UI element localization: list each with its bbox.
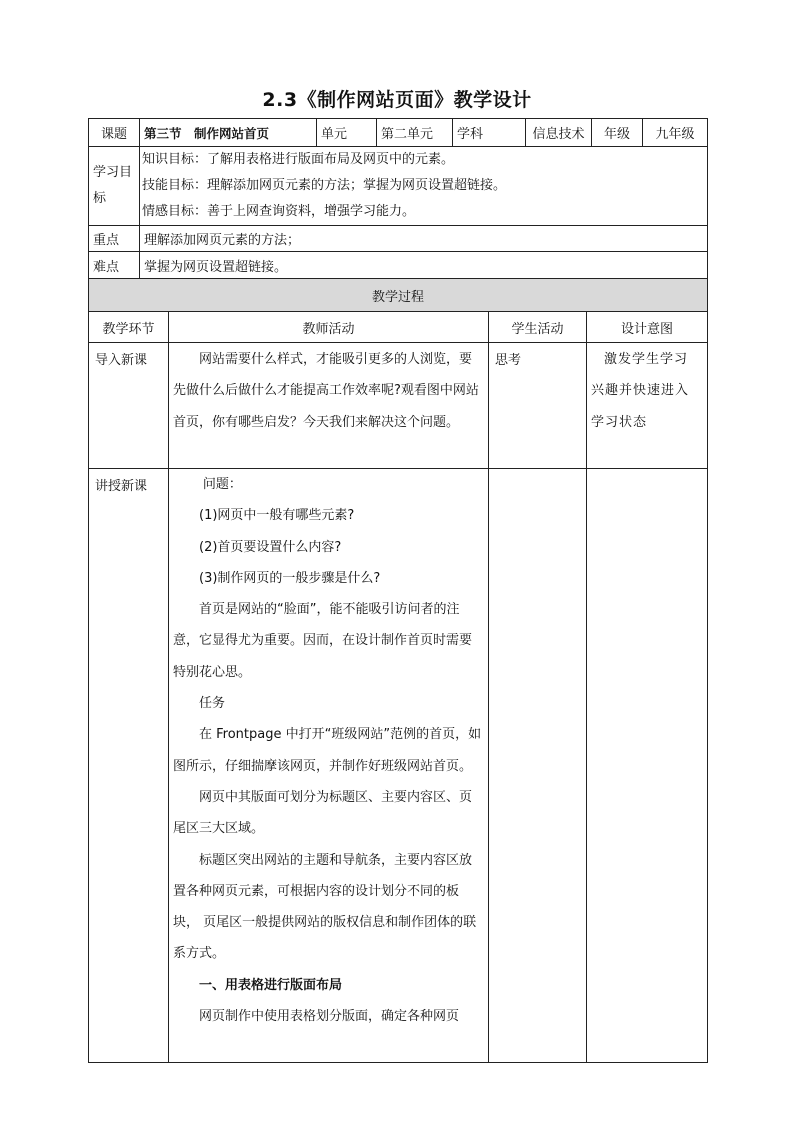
teacher-new-p1: (1)网页中一般有哪些元素? [199,508,355,524]
difficulty-value: 掌握为网页设置超链接。 [140,252,708,279]
header-student: 学生活动 [489,312,587,343]
unit-value: 第二单元 [377,119,453,147]
goals-content [140,147,708,226]
teacher-new-p9: 一、用表格进行版面布局 [199,977,343,993]
teacher-new-p7: 网页中其版面可划分为标题区、主要内容区、页尾区三大区域。 [173,789,473,837]
intent-new [587,469,708,1063]
key-point-value: 理解添加网页元素的方法； [140,226,708,252]
stage-intro: 导入新课 [89,343,169,469]
teacher-intro-text: 网站需要什么样式，才能吸引更多的人浏览，要先做什么后做什么才能提高工作效率呢?观看图中网站首页，你有哪些启发？今天我们来解决这个问题。 [173,352,479,430]
grade-label: 年级 [592,119,643,147]
subject-value: 信息技术 [526,119,592,147]
header-teacher: 教师活动 [169,312,489,343]
student-new [489,469,587,1063]
goal-emotion: 情感目标：善于上网查询资料，增强学习能力。 [142,204,416,219]
teacher-new-p6: 在 Frontpage 中打开“班级网站”范例的首页，如图所示，仔细揣摩该网页，并制作好班级网站首页。 [173,727,482,774]
teacher-new-p10: 网页制作中使用表格划分版面，确定各种网页 [199,1009,460,1025]
goal-knowledge: 知识目标：了解用表格进行版面布局及网页中的元素。 [142,152,455,167]
subject-label: 学科 [453,119,526,147]
goal-skill: 技能目标：理解添加网页元素的方法；掌握为网页设置超链接。 [142,178,507,193]
unit-label: 单元 [317,119,377,147]
teacher-new-cell [169,469,489,1063]
process-title: 教学过程 [89,279,708,312]
teacher-intro-cell [169,343,489,469]
page-title: 2.3《制作网站页面》教学设计 [262,89,532,111]
teacher-new-p4: 首页是网站的“脸面”，能不能吸引访问者的注意，它显得尤为重要。因而，在设计制作首页时需要特别花心思。 [173,602,473,680]
difficulty-label: 难点 [89,252,140,279]
header-intent: 设计意图 [587,312,708,343]
student-intro: 思考 [489,343,587,469]
teacher-new-p3: (3)制作网页的一般步骤是什么? [199,570,381,586]
goals-label: 学习目标 [89,147,140,226]
teacher-new-p2: (2)首页要设置什么内容? [199,539,342,555]
topic-value: 第三节 制作网站首页 [140,119,317,147]
header-stage: 教学环节 [89,312,169,343]
stage-new: 讲授新课 [89,469,169,1063]
topic-label: 课题 [89,119,140,147]
process-table [88,278,708,1063]
key-point-label: 重点 [89,226,140,252]
intent-intro-text: 激发学生学习兴趣并快速进入学习状态 [591,352,690,430]
info-table [88,118,708,279]
teacher-new-p5: 任务 [199,696,226,712]
grade-value: 九年级 [643,119,708,147]
intent-intro-cell [587,343,708,469]
teacher-new-p0: 问题： [202,477,242,492]
teacher-new-p8: 标题区突出网站的主题和导航条，主要内容区放置各种网页元素，可根据内容的设计划分不同的板块， 页尾区一般提供网站的版权信息和制作团体的联系方式。 [173,852,477,962]
